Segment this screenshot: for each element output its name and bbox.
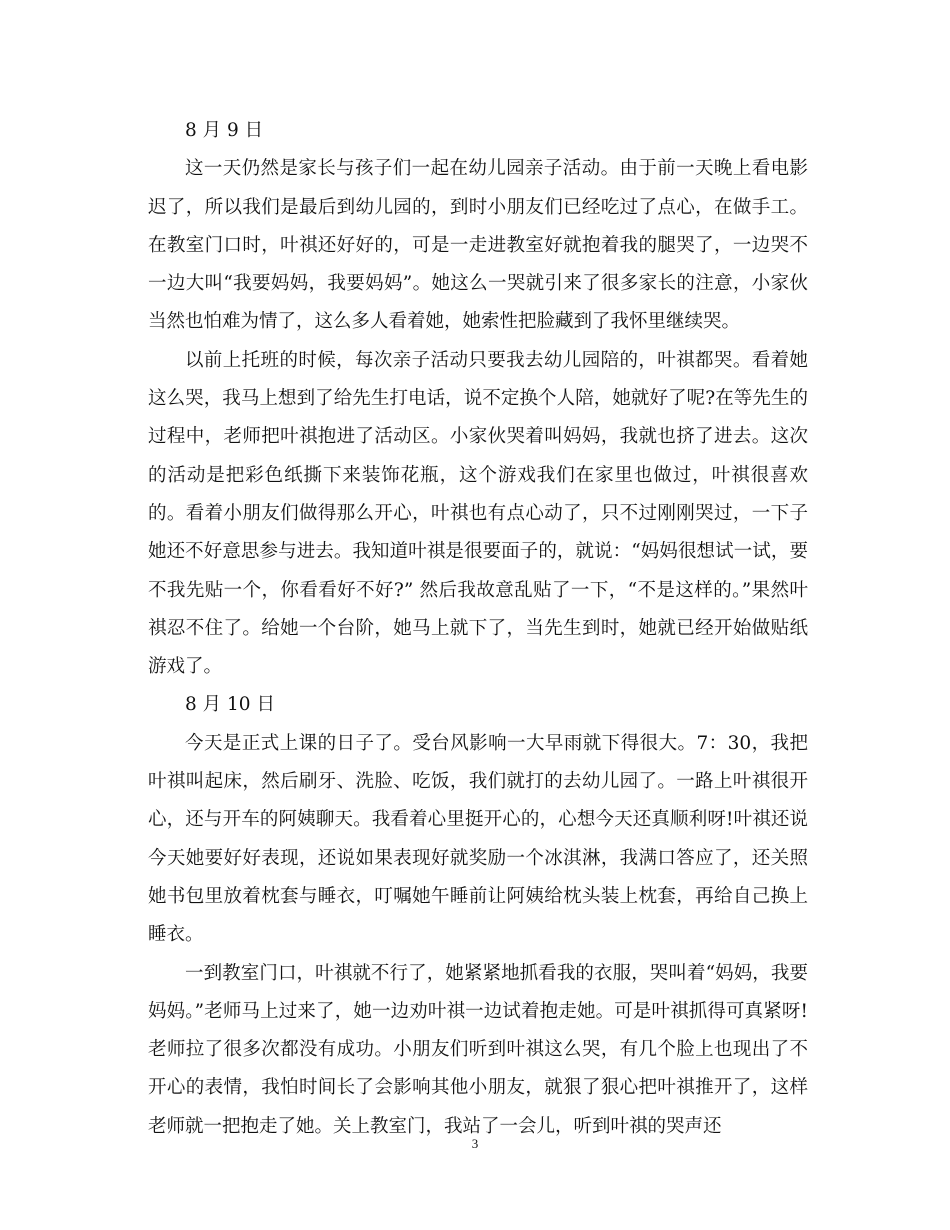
paragraph: 一到教室门口，叶祺就不行了，她紧紧地抓看我的衣服，哭叫着“妈妈，我要妈妈。”老师马上过来了，她一边劝叶祺一边试着抱走她。可是叶祺抓得可真紧呀!老师拉了很多次都没有成功。小朋友们听到叶祺这么哭，有几个脸上也现出了不开心的表情，我怕时间长了会影响其他小朋友，就狠了狠心把叶祺推开了，这样老师就一把抱走了她。关上教室门，我站了一会儿，听到叶祺的哭声还 (148, 962, 808, 1137)
date-heading: 8 月 9 日 (185, 120, 264, 141)
paragraph: 以前上托班的时候，每次亲子活动只要我去幼儿园陪的，叶祺都哭。看着她这么哭，我马上想到了给先生打电话，说不定换个人陪，她就好了呢?在等先生的过程中，老师把叶祺抱进了活动区。小家伙哭着叫妈妈，我就也挤了进去。这次的活动是把彩色纸撕下来装饰花瓶，这个游戏我们在家里也做过，叶祺很喜欢的。看着小朋友们做得那么开心，叶祺也有点心动了，只不过刚刚哭过，一下子她还不好意思参与进去。我知道叶祺是很要面子的，就说：“妈妈很想试一试，要不我先贴一个，你看看好不好?” 然后我故意乱贴了一下，“不是这样的。”果然叶祺忍不住了。给她一个台阶，她马上就下了，当先生到时，她就已经开始做贴纸游戏了。 (148, 349, 808, 678)
paragraph: 这一天仍然是家长与孩子们一起在幼儿园亲子活动。由于前一天晚上看电影迟了，所以我们是最后到幼儿园的，到时小朋友们已经吃过了点心，在做手工。在教室门口时，叶祺还好好的，可是一走进教室好就抱着我的腿哭了，一边哭不一边大叫“我要妈妈，我要妈妈”。她这么一哭就引来了很多家长的注意，小家伙当然也怕难为情了，这么多人看着她，她索性把脸藏到了我怀里继续哭。 (148, 158, 808, 333)
page-number: 3 (471, 1136, 479, 1151)
date-heading: 8 月 10 日 (185, 694, 275, 716)
document-body (148, 112, 808, 1146)
paragraph: 今天是正式上课的日子了。受台风影响一大早雨就下得很大。7：30，我把叶祺叫起床，然后刷牙、洗脸、吃饭，我们就打的去幼儿园了。一路上叶祺很开心，还与开车的阿姨聊天。我看着心里挺开心的，心想今天还真顺利呀!叶祺还说今天她要好好表现，还说如果表现好就奖励一个冰淇淋，我满口答应了，还关照她书包里放着枕套与睡衣，叮嘱她午睡前让阿姨给枕头装上枕套，再给自己换上睡衣。 (148, 732, 809, 946)
